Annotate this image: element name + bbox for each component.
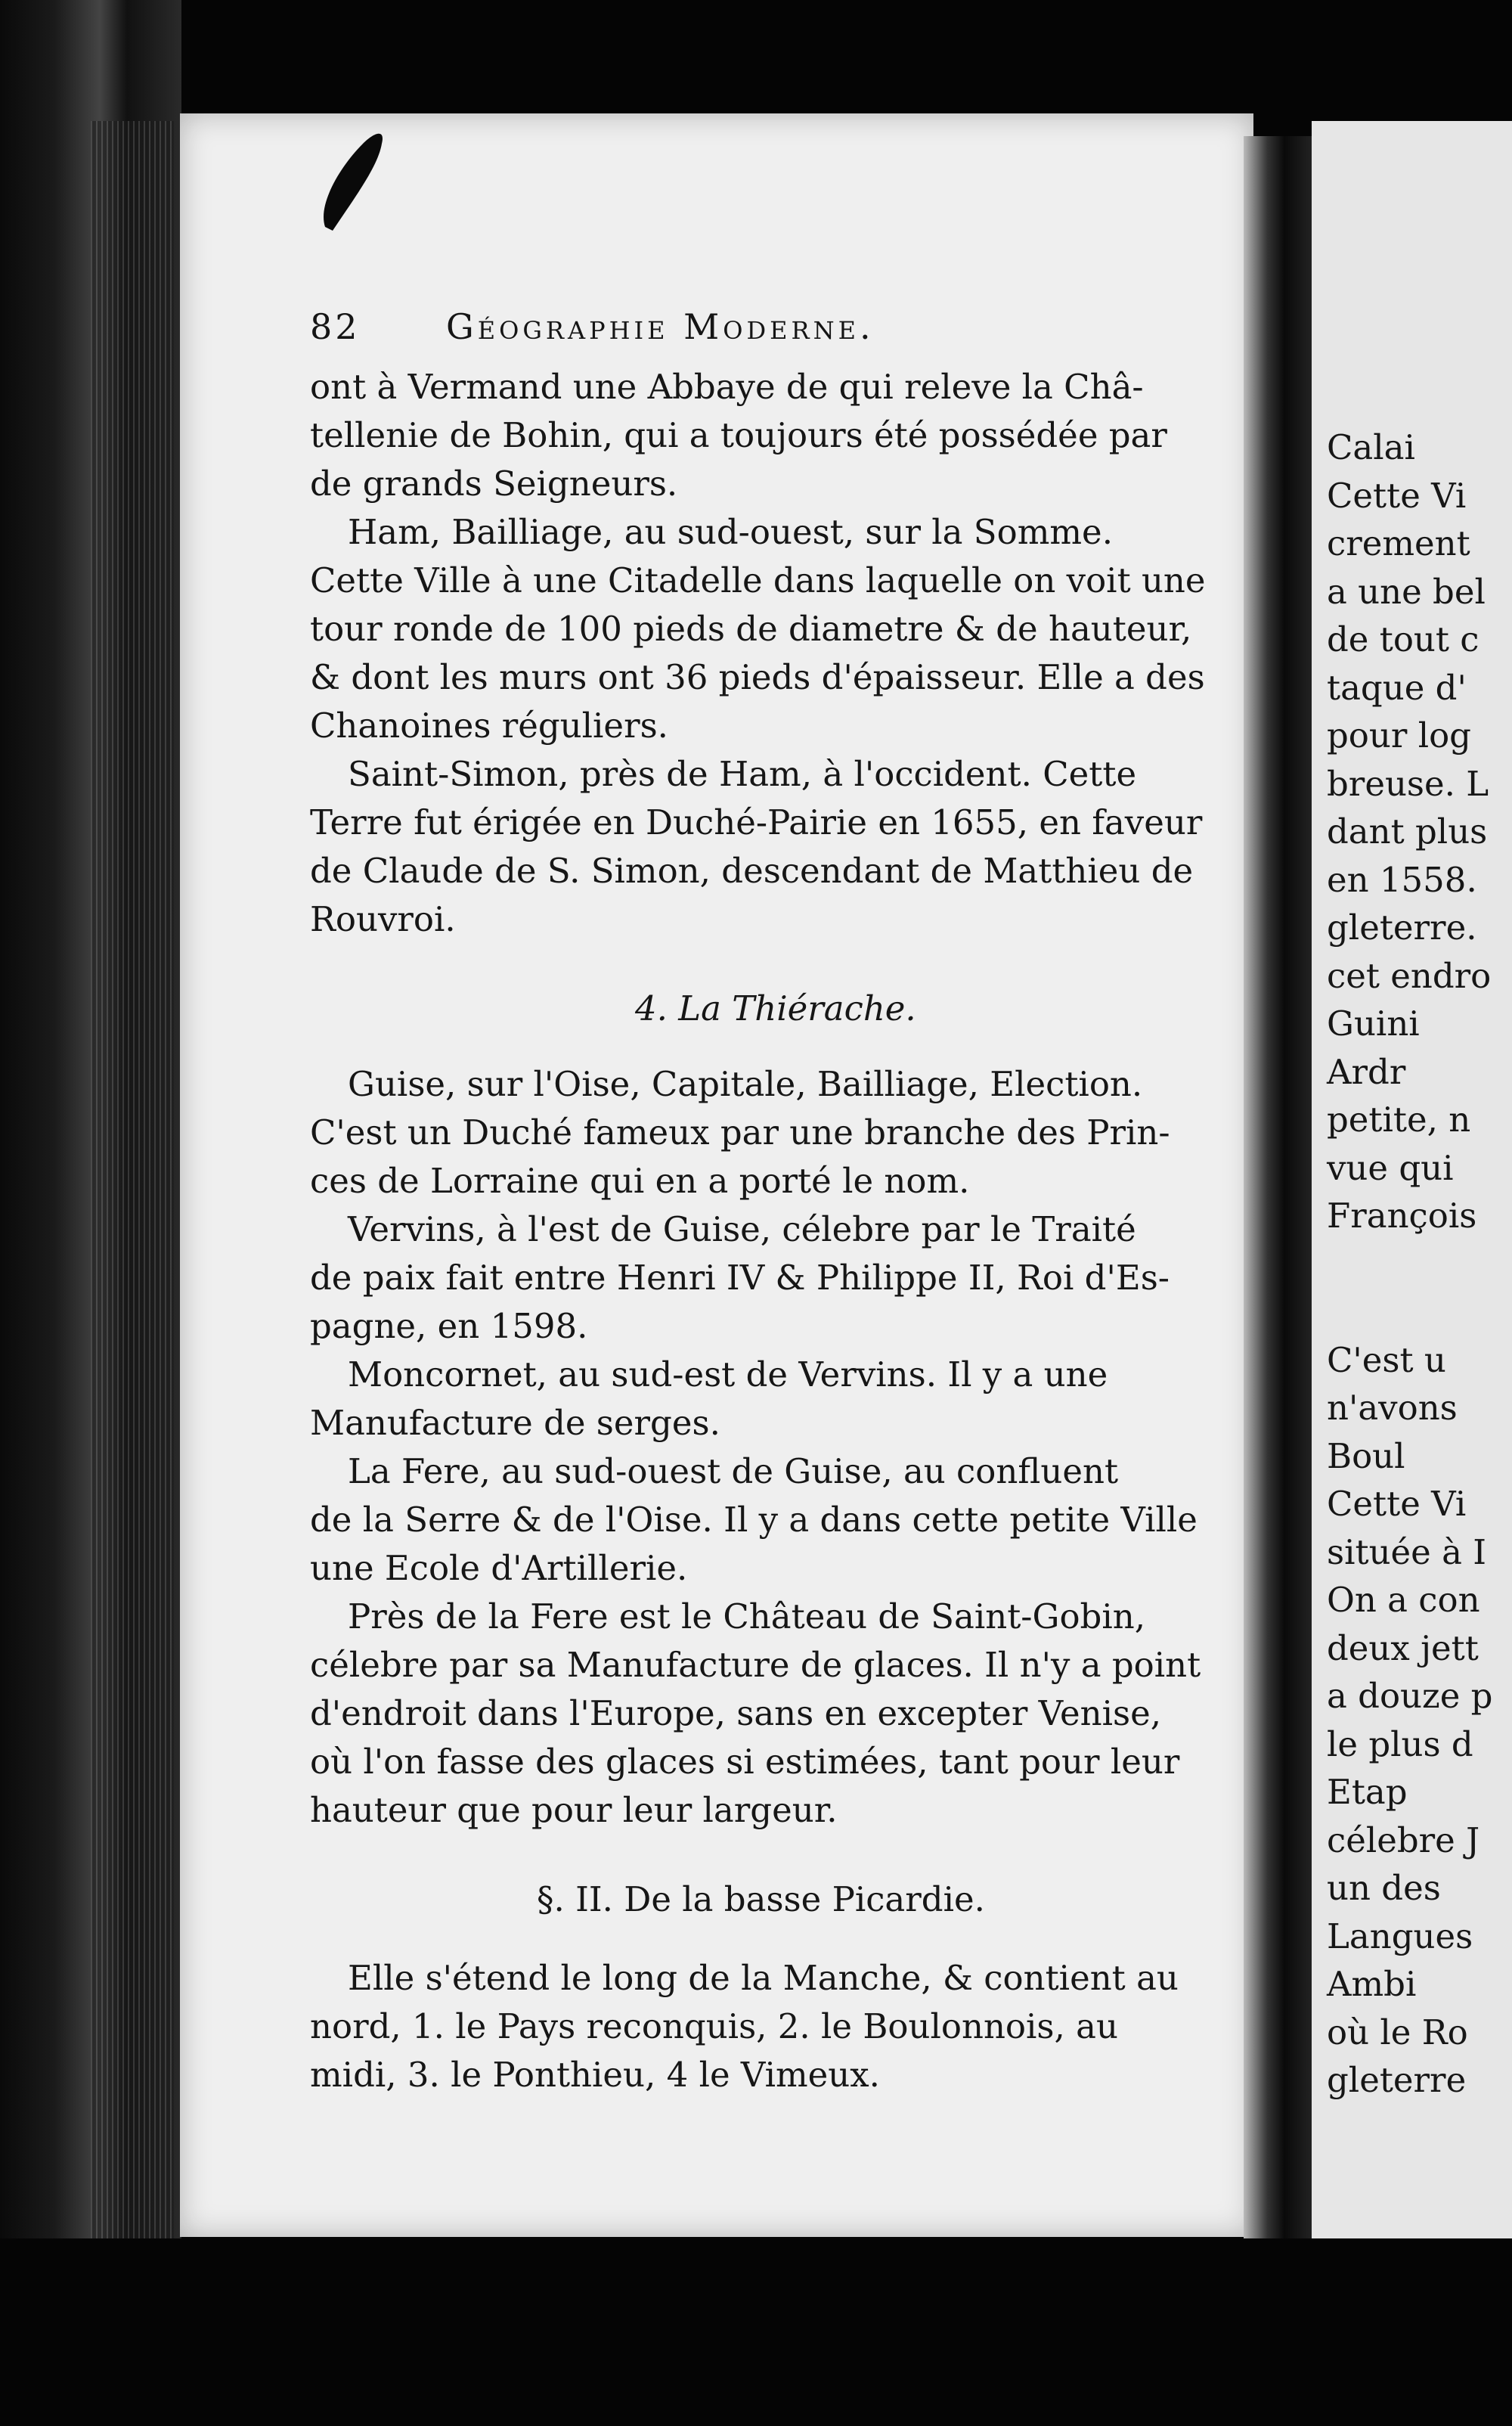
page-stack-lines (91, 121, 174, 2238)
subsection-title: §. II. De la basse Picardie. (537, 1879, 985, 1919)
text-line: Cette Ville à une Citadelle dans laquelle on voit une (310, 560, 1206, 600)
right-page-line: a une bel (1327, 571, 1486, 612)
text-line: Guise, sur l'Oise, Capitale, Bailliage, Election. (348, 1064, 1143, 1104)
text-line: de grands Seigneurs. (310, 464, 678, 504)
right-page-line: On a con (1327, 1580, 1480, 1620)
text-line: midi, 3. le Ponthieu, 4 le Vimeux. (310, 2055, 880, 2095)
page-number: 82 (310, 306, 361, 347)
right-page-line: de tout c (1327, 619, 1479, 659)
text-line: de paix fait entre Henri IV & Philippe II, Roi d'Es- (310, 1258, 1170, 1298)
ink-blot-icon (310, 121, 393, 234)
right-page-line: Cette Vi (1327, 1484, 1467, 1524)
right-page-line: C'est u (1327, 1339, 1446, 1380)
text-line: Vervins, à l'est de Guise, célebre par le Traité (348, 1209, 1136, 1249)
right-page-line: Guini (1327, 1004, 1420, 1044)
text-line: Elle s'étend le long de la Manche, & contient au (348, 1958, 1179, 1998)
right-page-line: François (1327, 1196, 1477, 1236)
text-line: Saint-Simon, près de Ham, à l'occident. Cette (348, 754, 1137, 794)
right-page-line: située à I (1327, 1531, 1487, 1572)
right-page-line: a douze p (1327, 1676, 1493, 1716)
text-line: nord, 1. le Pays reconquis, 2. le Boulonnois, au (310, 2006, 1118, 2046)
right-page-line (1327, 1288, 1492, 1336)
text-line: Chanoines réguliers. (310, 706, 668, 746)
right-page-line: Langues (1327, 1916, 1473, 1956)
text-line: ces de Lorraine qui en a porté le nom. (310, 1161, 970, 1201)
right-page-text (1327, 423, 1492, 2105)
right-page-line: Ardr (1327, 1051, 1406, 1092)
text-line: pagne, en 1598. (310, 1306, 588, 1346)
text-line: C'est un Duché fameux par une branche des Prin- (310, 1112, 1170, 1153)
right-page-line: deux jett (1327, 1627, 1479, 1668)
right-page-line: Boul (1327, 1435, 1405, 1476)
text-line: hauteur que pour leur largeur. (310, 1790, 838, 1830)
right-page-line: célebre J (1327, 1820, 1480, 1860)
right-page-line: breuse. L (1327, 763, 1489, 804)
text-line: célebre par sa Manufacture de glaces. Il n'y a point (310, 1645, 1201, 1685)
right-page (1312, 121, 1512, 2238)
text-line: où l'on fasse des glaces si estimées, tant pour leur (310, 1742, 1180, 1782)
scan-background (0, 2238, 1512, 2426)
right-page-line: le plus d (1327, 1723, 1473, 1764)
right-page-line: un des (1327, 1868, 1441, 1908)
book-gutter (1244, 136, 1312, 2238)
right-page-line: pour log (1327, 715, 1471, 755)
running-title: Géographie Moderne. (446, 306, 875, 347)
text-line: Rouvroi. (310, 899, 456, 939)
right-page-line: taque d' (1327, 667, 1467, 708)
right-page-line: cet endro (1327, 955, 1492, 996)
text-line: Manufacture de serges. (310, 1403, 720, 1443)
right-page-line (1327, 1240, 1492, 1289)
right-page-line: Etap (1327, 1772, 1408, 1812)
text-line: d'endroit dans l'Europe, sans en excepter Venise, (310, 1693, 1162, 1733)
right-page-line: n'avons (1327, 1388, 1458, 1428)
text-line: La Fere, au sud-ouest de Guise, au confluent (348, 1451, 1119, 1491)
right-page-line: gleterre (1327, 2060, 1467, 2100)
right-page-line: Ambi (1327, 1964, 1417, 2004)
section-title: 4. La Thiérache. (635, 988, 916, 1028)
text-line: tellenie de Bohin, qui a toujours été possédée par (310, 415, 1167, 455)
right-page-line: petite, n (1327, 1100, 1471, 1140)
text-line: une Ecole d'Artillerie. (310, 1548, 688, 1588)
right-page-line: dant plus (1327, 811, 1488, 852)
right-page-line: où le Ro (1327, 2012, 1468, 2052)
right-page-line: Cette Vi (1327, 475, 1467, 516)
right-page-line: gleterre. (1327, 907, 1477, 948)
right-page-line: crement (1327, 523, 1470, 563)
text-line: de Claude de S. Simon, descendant de Matthieu de (310, 851, 1194, 891)
right-page-line: Calai (1327, 427, 1415, 467)
text-line: Ham, Bailliage, au sud-ouest, sur la Somme. (348, 512, 1113, 552)
text-line: Terre fut érigée en Duché-Pairie en 1655, en faveur (310, 802, 1203, 842)
text-line: Moncornet, au sud-est de Vervins. Il y a une (348, 1354, 1108, 1394)
text-line: Près de la Fere est le Château de Saint-Gobin, (348, 1596, 1146, 1636)
text-line: de la Serre & de l'Oise. Il y a dans cette petite Ville (310, 1500, 1198, 1540)
text-line: ont à Vermand une Abbaye de qui releve la Châ- (310, 367, 1144, 407)
right-page-line: en 1558. (1327, 859, 1477, 900)
text-line: tour ronde de 100 pieds de diametre & de hauteur, (310, 609, 1192, 649)
text-line: & dont les murs ont 36 pieds d'épaisseur. Elle a des (310, 657, 1205, 697)
right-page-line: vue qui (1327, 1147, 1454, 1188)
